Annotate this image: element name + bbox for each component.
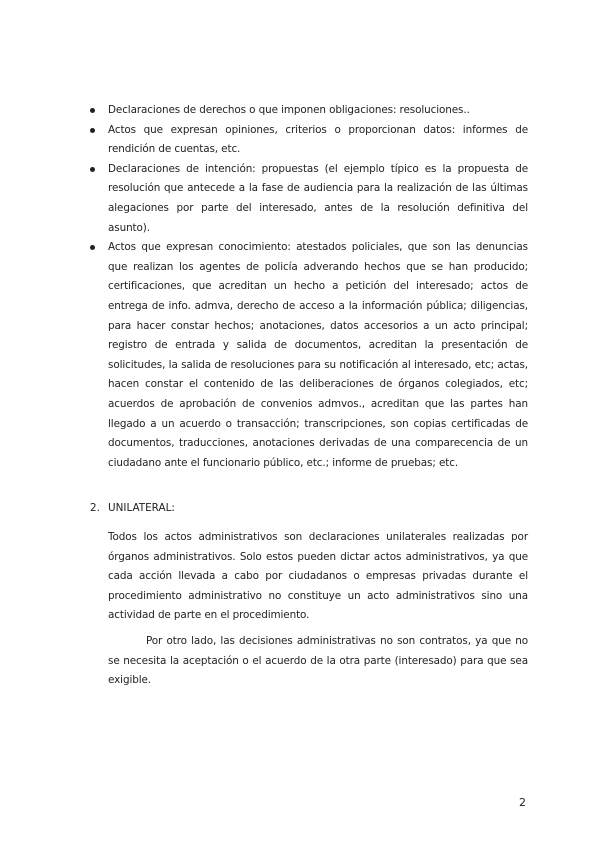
list-item [90, 238, 528, 473]
list-item-text: Actos que expresan conocimiento: atestados policiales, que son las denuncias que realizan los agentes de policía adverando hechos que se han producido; certificaciones, que acreditan un hecho a petición del interesado; actos de entrega de info. admva, derecho de acceso a la información pública; diligencias, para hacer constar hechos; anotaciones, datos accesorios a un acto principal; registro de entrada y salida de documentos, acreditan la presentación de solicitudes, la salida de resoluciones para su notificación al interesado, etc; actas, hacen constar el contenido de las deliberaciones de órganos colegiados, etc; acuerdos de aprobación de convenios admvos., acreditan que las partes han llegado a un acuerdo o transacción; transcripciones, son copias certificadas de documentos, traducciones, anotaciones derivadas de una comparecencia de un ciudadano ante el funcionario público, etc.; informe de pruebas; etc. [108, 241, 528, 469]
bullet-list [90, 101, 528, 473]
list-item-text: Actos que expresan opiniones, criterios o proporcionan datos: informes de rendición de cuentas, etc. [108, 123, 528, 156]
list-item [90, 121, 528, 160]
bullet-icon [90, 128, 95, 133]
bullet-icon [90, 167, 95, 172]
section-heading [90, 500, 175, 516]
section-title: UNILATERAL: [108, 502, 175, 514]
list-item-text: Declaraciones de intención: propuestas (el ejemplo típico es la propuesta de resolución que antecede a la fase de audiencia para la realización de las últimas alegaciones por parte del interesado, antes de la resolución definitiva del asunto). [108, 162, 528, 234]
list-item [90, 101, 528, 121]
bullet-icon [90, 108, 95, 113]
section-paragraph-1: Todos los actos administrativos son declaraciones unilaterales realizadas por órganos administrativos. Solo estos pueden dictar actos administrativos, ya que cada acción llevada a cabo por ciudadanos o empresas privadas durante el procedimiento administrativo no constituye un acto administrativos sino una actividad de parte en el procedimiento. [108, 531, 528, 622]
section-number: 2. [90, 502, 100, 514]
list-item-text: Declaraciones de derechos o que imponen obligaciones: resoluciones.. [108, 104, 470, 116]
page-number: 2 [519, 796, 526, 809]
list-item [90, 160, 528, 238]
section-paragraph-2: Por otro lado, las decisiones administrativas no son contratos, ya que no se necesita la aceptación o el acuerdo de la otra parte (interesado) para que sea exigible. [108, 635, 528, 687]
bullet-icon [90, 245, 95, 250]
